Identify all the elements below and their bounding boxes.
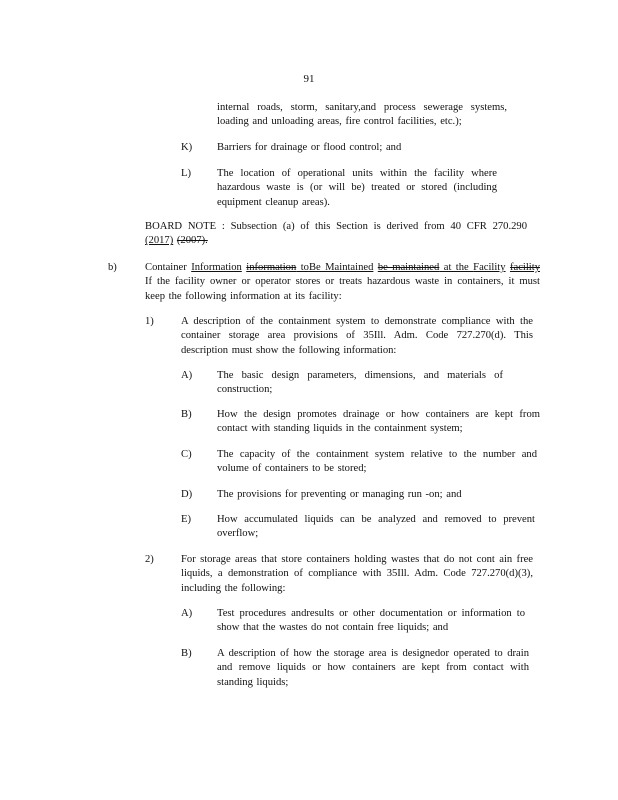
section-b-title-plain: at the — [439, 262, 474, 273]
board-note-deleted-year: (2007). — [176, 235, 208, 247]
item-b1-text: A description of the containment system to demonstrate compliance with the container storage area provisions of 35Ill. Adm. Code 727.270(d). This description must show the following information: — [181, 316, 533, 356]
section-b-title-added: Be Maintained — [308, 262, 374, 273]
item-b1c-text: The capacity of the containment system relative to the number and volume of containers to be stored; — [217, 449, 537, 475]
item-b1e-label: E) — [181, 514, 191, 525]
section-b-title-deleted: facility — [509, 262, 540, 273]
item-b2b-label: B) — [181, 648, 192, 659]
section-b-title-added: Information — [191, 262, 242, 273]
section-b-title-deleted: information — [246, 262, 297, 273]
item-k-label: K) — [181, 142, 193, 153]
section-b-title-deleted: be maintained — [377, 262, 440, 273]
item-b1d-text: The provisions for preventing or managing run -on; and — [217, 489, 462, 500]
item-k-text: Barriers for drainage or flood control; and — [217, 142, 402, 153]
board-note-added-year: (2017) — [145, 235, 174, 247]
section-b-paragraph — [145, 261, 540, 304]
continuation-text: internal roads, storm, sanitary,and process sewerage systems, loading and unloading areas, fire control facilities, etc.); — [217, 102, 507, 128]
item-l-label: L) — [181, 168, 191, 179]
section-b-intro: If the facility owner or operator stores or treats hazardous waste in containers, it must keep the following information at its facility: — [145, 276, 540, 302]
item-b2b-text: A description of how the storage area is designedor operated to drain and remove liquids or how containers are kept from contact with standing liquids; — [217, 648, 529, 688]
item-b2a-text: Test procedures andresults or other documentation or information to show that the wastes do not contain free liquids; and — [217, 608, 525, 634]
page-number: 91 — [303, 73, 315, 85]
item-b1a-text: The basic design parameters, dimensions, and materials of construction; — [217, 370, 503, 396]
section-b-title-added: Facility — [473, 262, 506, 273]
board-note — [145, 220, 527, 249]
section-b-label: b) — [108, 262, 117, 273]
section-b-title-plain: Container — [145, 262, 192, 273]
board-note-text: BOARD NOTE : Subsection (a) of this Section is derived from 40 CFR 270.290 — [145, 221, 527, 232]
item-b1-label: 1) — [145, 316, 154, 327]
item-l-text: The location of operational units within the facility where hazardous waste is (or will be) treated or stored (including equipment cleanup areas). — [217, 168, 497, 208]
item-b1b-label: B) — [181, 409, 192, 420]
item-b1d-label: D) — [181, 489, 193, 500]
item-b1b-text: How the design promotes drainage or how containers are kept from contact with standing liquids in the containment system; — [217, 409, 540, 435]
item-b1c-label: C) — [181, 449, 192, 460]
item-b1e-text: How accumulated liquids can be analyzed and removed to prevent overflow; — [217, 514, 535, 540]
item-b2-label: 2) — [145, 554, 154, 565]
section-b-title-plain: to — [296, 262, 309, 273]
item-b2a-label: A) — [181, 608, 193, 619]
item-b2-text: For storage areas that store containers holding wastes that do not cont ain free liquids, a demonstration of compliance with 35Ill. Adm. Code 727.270(d)(3), including the following: — [181, 554, 533, 594]
item-b1a-label: A) — [181, 370, 193, 381]
